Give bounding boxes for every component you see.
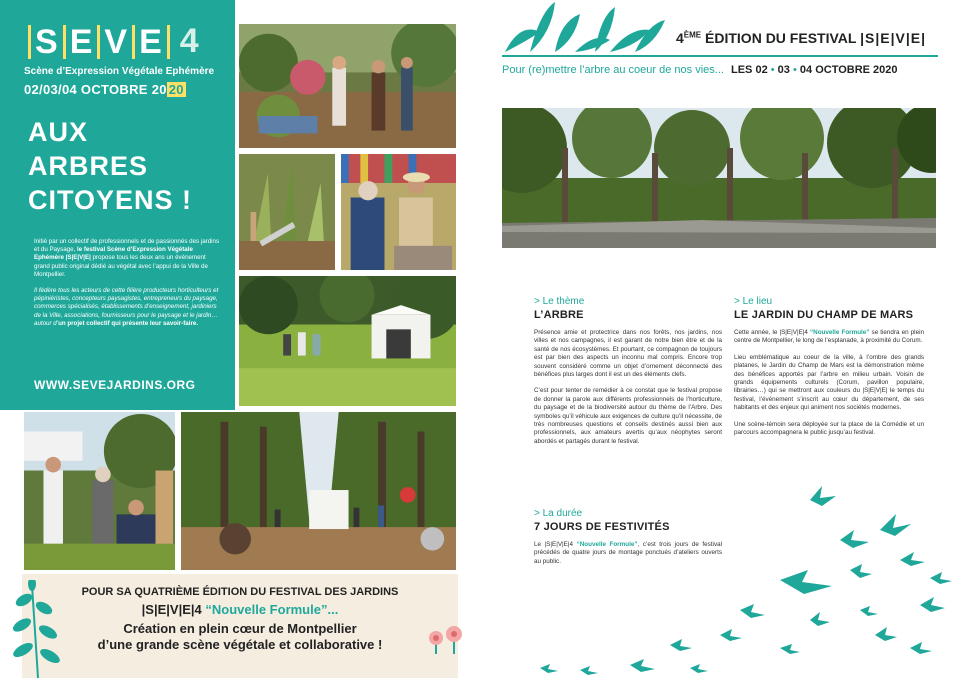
brand-panel xyxy=(0,0,235,410)
festival-subtitle: Scène d’Expression Végétale Ephémère xyxy=(24,66,215,77)
section-kicker: > Le thème xyxy=(534,296,585,307)
paragraph: Le |S|E|V|E|4 “Nouvelle Formule”, c’est trois jours de festival précédés de quatre jours de montage ponctués d’ateliers ouverts au public. xyxy=(534,541,723,565)
logo-letter: S xyxy=(35,22,59,61)
photo-people-talking xyxy=(339,152,458,272)
birds-illustration-icon xyxy=(480,470,960,678)
section-theme xyxy=(534,296,722,454)
photo-champ-de-mars xyxy=(502,108,936,248)
logo-letter: E xyxy=(139,22,163,61)
paragraph: Une scène-témoin sera déployée sur la place de la Comédie et un parcours accompagnera le public jusqu’au festival. xyxy=(734,420,924,437)
logo-letter: E xyxy=(69,22,94,61)
section-heading: L’ARBRE xyxy=(534,309,584,321)
section-heading: LE JARDIN DU CHAMP DE MARS xyxy=(734,309,914,321)
banner-line: POUR SA QUATRIÈME ÉDITION DU FESTIVAL DES JARDINS xyxy=(81,586,399,598)
right-page xyxy=(480,0,960,678)
photo-tree-avenue xyxy=(179,410,458,572)
intro-text: Initié par un collectif de professionnels et de passionnés des jardins et du Paysage, le festival Scène d’Expression Végétale Ephémère |S|E|V|E| propose tous les deux ans un événement grand public original dédié au végétal avec l’appui de la Ville de Montpellier. Il fédère tous les acteurs de cette filière producteurs horticulteurs et pépiniéristes, concepteurs paysagistes, entrepreneurs du paysage, commerces spécialisés, établissements d’enseignement, jardiniers de la Ville, associations, fournisseurs pour le paysage et le jardin… autour d’un projet collectif qui présente leur savoir-faire. xyxy=(34,238,220,327)
festival-dates: 02/03/04 OCTOBRE 20 20 xyxy=(24,82,184,97)
section-heading: 7 JOURS DE FESTIVITÉS xyxy=(534,521,670,533)
banner-line: |S|E|V|E|4 “Nouvelle Formule”... xyxy=(141,602,339,617)
section-kicker: > La durée xyxy=(534,508,583,519)
leaves-header-icon xyxy=(500,2,670,54)
photo-plants xyxy=(237,152,337,272)
paragraph: C’est pour tenter de remédier à ce constat que le festival propose de donner la parole aux différents professionnels de l’horticulture, du paysage et de la biodiversité autour du thème de l’Arbre. Des symboles qu’il véhicule aux exigences de culture qu’il nécessite, de très nombreuses questions et conseils destinés aussi bien aux professionnels, aux amateurs avertis qu’aux néophytes seront abordés et partagés durant le festival. xyxy=(534,387,722,445)
paragraph: Cette année, le |S|E|V|E|4 “Nouvelle Formule” se tiendra en plein centre de Montpellier, le long de l’esplanade, à proximité du Corum. xyxy=(734,329,924,345)
website-link[interactable]: WWW.SEVEJARDINS.ORG xyxy=(34,378,196,392)
flower-icon xyxy=(424,624,466,654)
paragraph: Présence amie et protectrice dans nos forêts, nos jardins, nos villes et nos campagnes, il est garant de notre bien être et de la santé de nos écosystèmes. Et pourtant, ce compagnon de toujours est par bien des aspects un inconnu mal compris. Encore trop souvent considéré comme un objet d’ornement déconnecté des bénéfices plus larges dont il est un des éléments clefs. xyxy=(534,329,722,379)
section-lieu xyxy=(734,296,924,445)
section-kicker: > Le lieu xyxy=(734,296,773,307)
logo-letter: V xyxy=(104,22,129,61)
seve-logo xyxy=(24,22,199,61)
banner-line: d’une grande scène végétale et collaborative ! xyxy=(97,637,383,652)
photo-tent-meadow xyxy=(237,274,458,408)
tagline: Pour (re)mettre l’arbre au coeur de nos vies... LES 02 • 03 • 04 OCTOBRE 2020 xyxy=(502,64,898,76)
leaf-sprig-icon xyxy=(8,580,68,678)
header-rule xyxy=(502,55,938,57)
photo-garden-visitors xyxy=(237,22,458,150)
paragraph: Lieu emblématique au coeur de la ville, à l’ombre des grands platanes, le Jardin du Champ de Mars est la démonstration même des bénéfices apportés par l’arbre en milieu urbain. Voisin de grands équipements culturels (Corum, pavillon populaire, librairies…) qui se mettront aux couleurs du |S|E|V|E| le temps du festival, l’événement s’inscrit au cœur du département, de ses habitants et des enjeux qui animent nos sociétés modernes. xyxy=(734,353,924,412)
logo-number: 4 xyxy=(179,22,199,60)
banner-line: Création en plein cœur de Montpellier xyxy=(123,621,357,636)
photo-gathering xyxy=(22,410,177,572)
bottom-banner xyxy=(22,574,458,678)
edition-heading: 4ÈME ÉDITION DU FESTIVAL |S|E|V|E| xyxy=(676,30,927,46)
page-title: AUX ARBRES CITOYENS ! xyxy=(28,117,193,215)
